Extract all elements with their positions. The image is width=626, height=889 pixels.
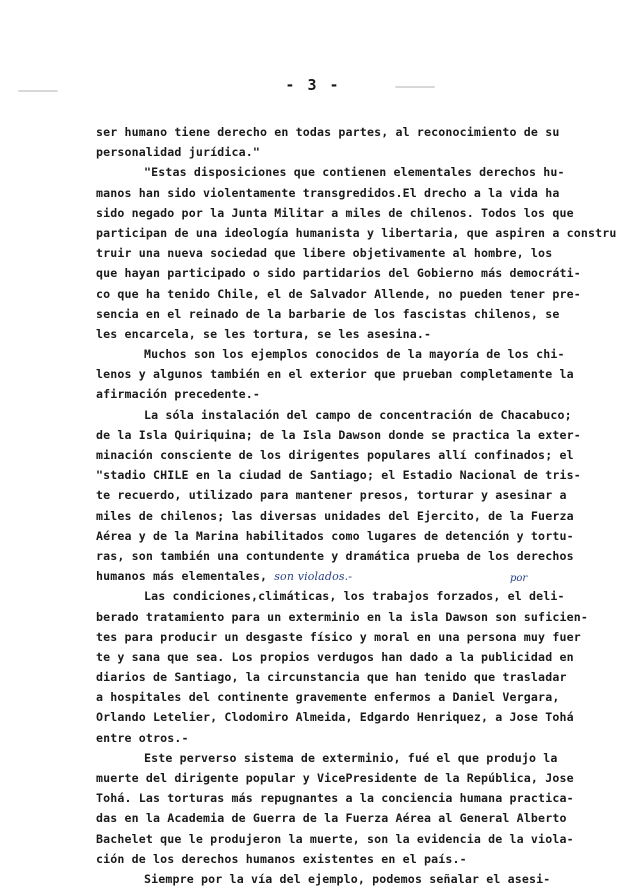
text-line: afirmación precedente.- [96,387,260,402]
text-line: tes para producir un desgaste físico y moral en una persona muy fuer [96,629,581,644]
text-line: ras, son también una contundente y dramática prueba de los derechos [96,548,574,563]
text-line: La sóla instalación del campo de concentración de Chacabuco; [144,407,572,422]
text-line: manos han sido violentamente transgredidos.El drecho a la vida ha [96,185,560,200]
text-line: Orlando Letelier, Clodomiro Almeida, Edgardo Henriquez, a Jose Tohá [96,710,574,725]
text-line: Las condiciones,climáticas, los trabajos forzados, el deli- [144,589,565,604]
text-line: co que ha tenido Chile, el de Salvador Allende, no pueden tener pre- [96,286,581,301]
text-line: Aérea y de la Marina habilitados como lugares de detención y tortu- [96,528,574,543]
text-line: te recuerdo, utilizado para mantener presos, torturar y asesinar a [96,488,567,503]
text-line: truir una nueva sociedad que libere objetivamente al hombre, los [96,246,553,261]
text-line: entre otros.- [96,730,189,745]
text-line: ser humano tiene derecho en todas partes, al reconocimiento de su [96,125,560,139]
text-line: Siempre por la vía del ejemplo, podemos señalar el asesi- [144,871,551,886]
handwritten-annotation-por: por [510,573,528,584]
text-line: ción de los derechos humanos existentes en el país.- [96,851,467,866]
text-line: diarios de Santiago, la circunstancia que han tenido que trasladar [96,670,567,685]
text-line: berado tratamiento para un exterminio en la isla Dawson son suficien- [96,609,588,624]
text-line: participan de una ideología humanista y libertaria, que aspiren a constru [96,225,617,240]
text-line: muerte del dirigente popular y VicePresidente de la República, Jose [96,771,574,785]
text-line: "Estas disposiciones que contienen elementales derechos hu- [144,165,565,180]
text-line: les encarcela, se les tortura, se les asesina.- [96,326,432,341]
text-fragment: humanos más elementales, [96,569,268,584]
page-number: - 3 - [285,76,341,94]
text-line: das en la Academia de Guerra de la Fuerza Aérea al General Alberto [96,811,567,826]
text-line: te y sana que sea. Los propios verdugos han dado a la publicidad en [96,649,574,664]
text-line: minación consciente de los dirigentes populares allí confinados; el [96,448,574,462]
text-line: de la Isla Quiriquina; de la Isla Dawson donde se practica la exter- [96,427,581,442]
handwritten-annotation: son violados.- [274,570,353,584]
text-line: que hayan participado o sido partidarios del Gobierno más democráti- [96,266,581,281]
text-line: a hospitales del continente gravemente enfermos a Daniel Vergara, [96,690,560,705]
typed-text-body [96,122,617,889]
text-line: sencia en el reinado de la barbarie de los fascistas chilenos, se [96,306,560,321]
text-line: sido negado por la Junta Militar a miles de chilenos. Todos los que [96,205,574,220]
text-line: Este perverso sistema de exterminio, fué el que produjo la [144,750,558,765]
text-line: lenos y algunos también en el exterior que prueban completamente la [96,367,574,382]
text-line: "stadio CHILE en la ciudad de Santiago; el Estadio Nacional de tris- [96,468,581,483]
text-line: Muchos son los ejemplos conocidos de la mayoría de los chi- [144,347,565,362]
text-line: Bachelet que le produjeron la muerte, son la evidencia de la viola- [96,831,574,846]
text-line: personalidad jurídica." [96,145,260,160]
text-line: miles de chilenos; las diversas unidades del Ejercito, de la Fuerza [96,508,574,523]
text-line: Tohá. Las torturas más repugnantes a la conciencia humana practica- [96,791,574,806]
text-line-with-annotation [96,566,606,586]
